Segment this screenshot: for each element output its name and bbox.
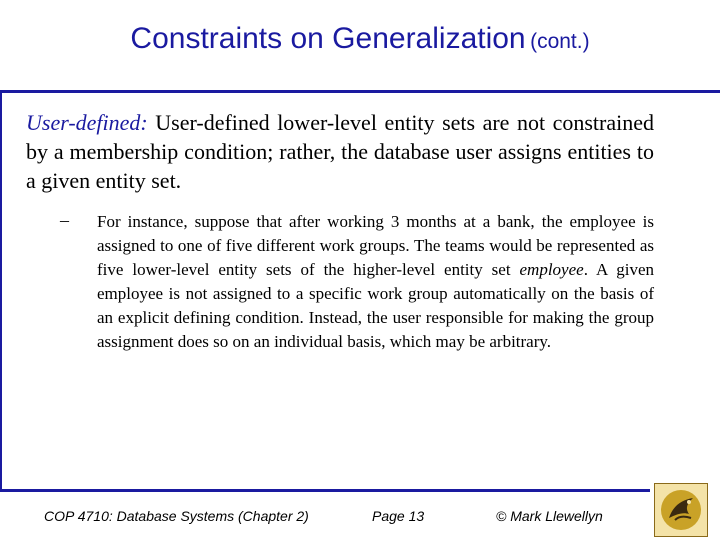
lead-text: User-defined lower-level entity sets are not constrained by a membership condition; rather, the database user assigns entities to a given entity set. (26, 110, 655, 193)
footer-author: © Mark Llewellyn (496, 508, 603, 524)
main-paragraph (26, 108, 654, 195)
sub-bullet-text-2: . A given employee is not assigned to a specific work group automatically on the basis of an explicit defining condition. Instead, the user responsible for making the group assignment does so on an individual basis, which may be arbitrary. (97, 260, 655, 351)
slide-title (0, 22, 720, 56)
sub-bullet-text-1: For instance, suppose that after working 3 months at a bank, the employee is assigned to one of five different work groups. The teams would be represented as five lower-level entity sets of the higher-level entity set (97, 212, 654, 279)
footer-course: COP 4710: Database Systems (Chapter 2) (44, 508, 309, 524)
sub-bullet-emphasis: employee (519, 260, 584, 279)
title-main: Constraints on Generalization (130, 22, 526, 55)
bullet-marker: – (60, 210, 69, 230)
title-divider (0, 90, 720, 93)
title-suffix: (cont.) (530, 30, 590, 53)
sub-bullet (97, 210, 654, 354)
footer-page: Page 13 (372, 508, 425, 524)
pegasus-logo-icon (654, 483, 708, 537)
left-border (0, 90, 2, 490)
lead-term: User-defined: (26, 110, 148, 135)
